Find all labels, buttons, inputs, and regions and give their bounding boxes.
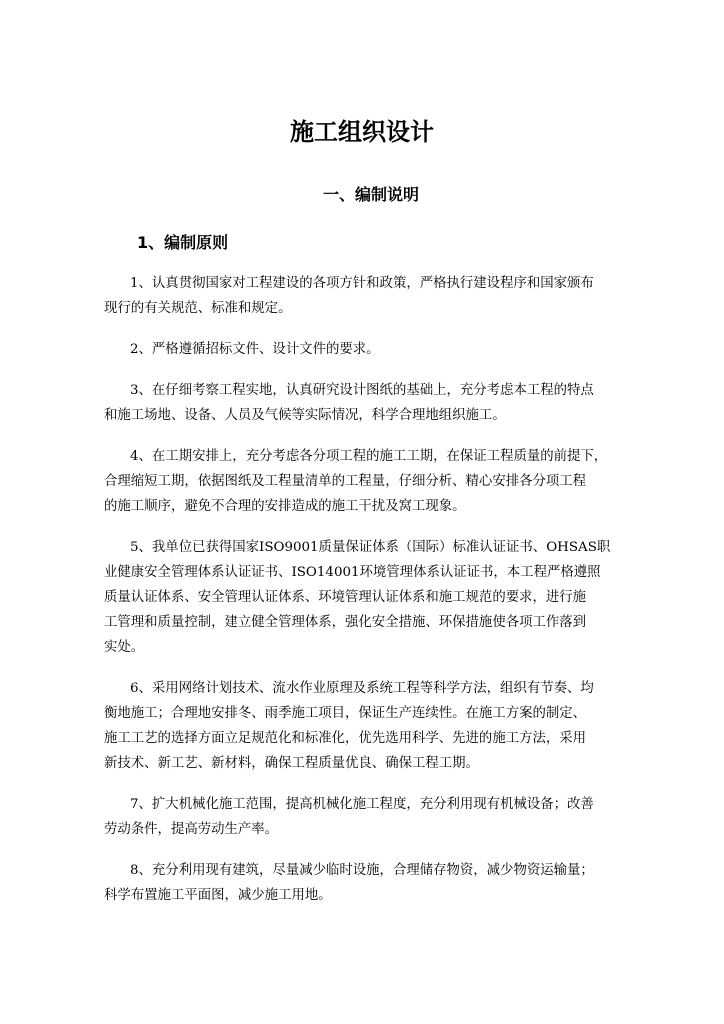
paragraph-line: 5、我单位已获得国家ISO9001质量保证体系（国际）标准认证证书、OHSAS职 [130, 540, 611, 555]
subsection-heading: 1、编制原则 [137, 233, 229, 252]
document-body [104, 271, 636, 924]
paragraph [104, 271, 636, 321]
paragraph-line: 7、扩大机械化施工范围，提高机械化施工程度，充分利用现有机械设备；改善 [130, 797, 594, 812]
paragraph-line: 实处。 [104, 640, 145, 655]
document-title: 施工组织设计 [290, 118, 434, 146]
paragraph [104, 378, 636, 428]
paragraph-line: 业健康安全管理体系认证证书、ISO14001环境管理体系认证证书，本工程严格遵照 [104, 565, 601, 580]
paragraph-line: 6、采用网络计划技术、流水作业原理及系统工程等科学方法，组织有节奏、均 [130, 681, 594, 696]
paragraph-line: 工管理和质量控制，建立健全管理体系，强化安全措施、环保措施使各项工作落到 [104, 615, 587, 630]
paragraph [104, 535, 636, 660]
paragraph [104, 676, 636, 776]
paragraph [104, 792, 636, 842]
paragraph-line: 和施工场地、设备、人员及气候等实际情况，科学合理地组织施工。 [104, 408, 506, 423]
paragraph [104, 858, 636, 908]
paragraph [104, 444, 636, 519]
paragraph-line: 质量认证体系、安全管理认证体系、环境管理认证体系和施工规范的要求，进行施 [104, 590, 587, 605]
paragraph [104, 337, 636, 362]
paragraph-line: 劳动条件，提高劳动生产率。 [104, 822, 279, 837]
paragraph-line: 施工工艺的选择方面立足规范化和标准化，优先选用科学、先进的施工方法，采用 [104, 731, 587, 746]
paragraph-line: 2、严格遵循招标文件、设计文件的要求。 [130, 342, 380, 357]
paragraph-line: 合理缩短工期，依据图纸及工程量清单的工程量，仔细分析、精心安排各分项工程 [104, 474, 587, 489]
paragraph-line: 4、在工期安排上，充分考虑各分项工程的施工工期，在保证工程质量的前提下， [130, 449, 608, 464]
paragraph-line: 3、在仔细考察工程实地，认真研究设计图纸的基础上，充分考虑本工程的特点 [130, 383, 594, 398]
paragraph-line: 科学布置施工平面图，减少施工用地。 [104, 888, 332, 903]
paragraph-line: 现行的有关规范、标准和规定。 [104, 301, 292, 316]
paragraph-line: 衡地施工；合理地安排冬、雨季施工项目，保证生产连续性。在施工方案的制定、 [104, 706, 587, 721]
section-heading: 一、编制说明 [322, 185, 419, 204]
paragraph-line: 新技术、新工艺、新材料，确保工程质量优良、确保工程工期。 [104, 756, 479, 771]
paragraph-line: 的施工顺序，避免不合理的安排造成的施工干扰及窝工现象。 [104, 499, 466, 514]
paragraph-line: 1、认真贯彻国家对工程建设的各项方针和政策，严格执行建设程序和国家颁布 [130, 276, 594, 291]
paragraph-line: 8、充分利用现有建筑，尽量减少临时设施，合理储存物资，减少物资运输量； [130, 863, 594, 878]
